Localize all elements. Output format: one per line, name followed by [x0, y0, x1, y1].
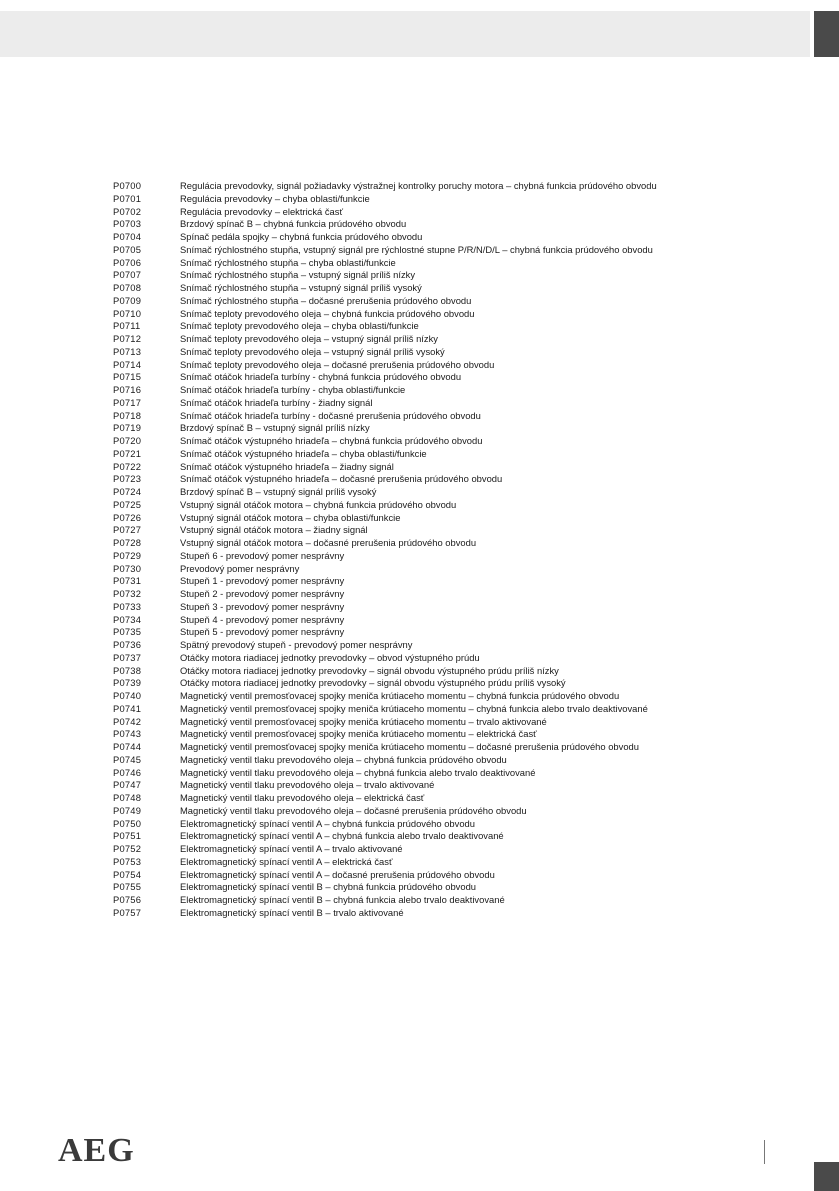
- error-code: P0725: [113, 498, 142, 510]
- error-code: P0720: [113, 435, 142, 446]
- error-code: P0749: [113, 804, 142, 816]
- error-code: P0741: [113, 702, 142, 714]
- error-code: P0734: [113, 613, 142, 625]
- error-description: Magnetický ventil premosťovacej spojky meniča krútiaceho momentu – trvalo aktivované: [180, 715, 547, 727]
- error-code: P0702: [113, 205, 142, 217]
- error-code: P0747: [113, 779, 142, 791]
- error-description: Spínač pedála spojky – chybná funkcia prúdového obvodu: [180, 231, 423, 242]
- code-row: [113, 754, 833, 767]
- code-row: [113, 371, 833, 384]
- code-row: [113, 524, 833, 537]
- error-code: P0722: [113, 460, 142, 472]
- error-code: P0714: [113, 358, 142, 370]
- error-description: Snímač otáčok výstupného hriadeľa – chyba oblasti/funkcie: [180, 447, 427, 459]
- code-row: [113, 359, 833, 372]
- error-description: Snímač rýchlostného stupňa – vstupný signál príliš vysoký: [180, 282, 422, 293]
- error-code: P0712: [113, 333, 142, 344]
- code-row: [113, 333, 833, 346]
- error-code: P0716: [113, 384, 142, 395]
- error-description: Magnetický ventil tlaku prevodového oleja – dočasné prerušenia prúdového obvodu: [180, 804, 527, 816]
- error-code: P0748: [113, 792, 142, 803]
- code-row: [113, 805, 833, 818]
- code-row: [113, 550, 833, 563]
- error-description: Elektromagnetický spínací ventil A – dočasné prerušenia prúdového obvodu: [180, 868, 495, 880]
- error-code: P0708: [113, 282, 142, 293]
- code-row: [113, 193, 833, 206]
- code-row: [113, 537, 833, 550]
- code-row: [113, 881, 833, 894]
- error-code: P0743: [113, 728, 142, 740]
- error-code: P0704: [113, 231, 142, 242]
- error-code: P0746: [113, 766, 142, 778]
- error-code: P0755: [113, 881, 142, 893]
- code-row: [113, 703, 833, 716]
- error-description: Snímač otáčok hriadeľa turbíny - chybná funkcia prúdového obvodu: [180, 371, 462, 383]
- error-description: Snímač otáčok hriadeľa turbíny - dočasné prerušenia prúdového obvodu: [180, 409, 481, 421]
- error-code: P0754: [113, 868, 142, 880]
- error-description: Snímač otáčok hriadeľa turbíny - žiadny signál: [180, 396, 373, 408]
- code-row: [113, 614, 833, 627]
- error-description: Stupeň 5 - prevodový pomer nesprávny: [180, 626, 345, 638]
- code-row: [113, 907, 833, 920]
- code-row: [113, 257, 833, 270]
- code-row: [113, 716, 833, 729]
- error-code: P0738: [113, 664, 142, 676]
- error-description: Magnetický ventil tlaku prevodového oleja – trvalo aktivované: [180, 779, 435, 791]
- error-description: Snímač teploty prevodového oleja – vstupný signál príliš nízky: [180, 333, 438, 344]
- error-description: Magnetický ventil premosťovacej spojky meniča krútiaceho momentu – chybná funkcia prúdového obvodu: [180, 690, 620, 701]
- error-code: P0707: [113, 269, 142, 281]
- code-row: [113, 269, 833, 282]
- code-row: [113, 767, 833, 780]
- code-row: [113, 473, 833, 486]
- code-row: [113, 435, 833, 448]
- error-description: Magnetický ventil tlaku prevodového oleja – chybná funkcia alebo trvalo deaktivované: [180, 766, 536, 778]
- error-code: P0723: [113, 473, 142, 485]
- error-code: P0739: [113, 677, 142, 689]
- code-row: [113, 206, 833, 219]
- error-code: P0733: [113, 600, 142, 612]
- error-code: P0717: [113, 396, 142, 408]
- error-description: Snímač otáčok výstupného hriadeľa – chybná funkcia prúdového obvodu: [180, 435, 483, 446]
- error-description: Snímač teploty prevodového oleja – dočasné prerušenia prúdového obvodu: [180, 358, 495, 370]
- error-description: Regulácia prevodovky – elektrická časť: [180, 205, 343, 217]
- error-code: P0709: [113, 294, 142, 306]
- error-code: P0719: [113, 422, 142, 434]
- error-description: Elektromagnetický spínací ventil A – trvalo aktivované: [180, 843, 403, 854]
- error-description: Otáčky motora riadiacej jednotky prevodovky – signál obvodu výstupného prúdu príliš nízky: [180, 664, 559, 676]
- error-description: Stupeň 3 - prevodový pomer nesprávny: [180, 600, 345, 612]
- code-row: [113, 588, 833, 601]
- error-description: Elektromagnetický spínací ventil B – trvalo aktivované: [180, 906, 404, 918]
- aeg-logo: AEG: [58, 1132, 135, 1169]
- error-code: P0701: [113, 192, 142, 204]
- error-code: P0713: [113, 345, 142, 357]
- error-code: P0736: [113, 639, 142, 650]
- code-row: [113, 601, 833, 614]
- error-description: Stupeň 1 - prevodový pomer nesprávny: [180, 575, 345, 587]
- error-description: Elektromagnetický spínací ventil A – chybná funkcia prúdového obvodu: [180, 817, 475, 829]
- error-code: P0753: [113, 855, 142, 867]
- error-description: Magnetický ventil tlaku prevodového oleja – chybná funkcia prúdového obvodu: [180, 753, 507, 765]
- error-description: Snímač otáčok výstupného hriadeľa – dočasné prerušenia prúdového obvodu: [180, 473, 503, 485]
- error-code: P0742: [113, 715, 142, 727]
- error-description: Magnetický ventil tlaku prevodového oleja – elektrická časť: [180, 792, 425, 803]
- code-row: [113, 320, 833, 333]
- error-code: P0752: [113, 843, 142, 854]
- error-code: P0757: [113, 906, 142, 918]
- error-description: Snímač rýchlostného stupňa – dočasné prerušenia prúdového obvodu: [180, 294, 472, 306]
- code-row: [113, 422, 833, 435]
- error-code: P0740: [113, 690, 142, 701]
- error-description: Magnetický ventil premosťovacej spojky meniča krútiaceho momentu – dočasné prerušenia prúdového obvodu: [180, 741, 639, 752]
- error-description: Spätný prevodový stupeň - prevodový pomer nesprávny: [180, 639, 413, 650]
- error-description: Vstupný signál otáčok motora – chybná funkcia prúdového obvodu: [180, 498, 457, 510]
- error-code: P0715: [113, 371, 142, 383]
- code-row: [113, 461, 833, 474]
- code-row: [113, 677, 833, 690]
- error-code: P0730: [113, 562, 142, 574]
- code-row: [113, 779, 833, 792]
- code-row: [113, 448, 833, 461]
- error-description: Magnetický ventil premosťovacej spojky meniča krútiaceho momentu – elektrická časť: [180, 728, 537, 740]
- error-code-list: [113, 180, 833, 920]
- code-row: [113, 728, 833, 741]
- code-row: [113, 563, 833, 576]
- error-description: Elektromagnetický spínací ventil A – elektrická časť: [180, 855, 393, 867]
- code-row: [113, 231, 833, 244]
- error-code: P0728: [113, 537, 142, 548]
- error-description: Stupeň 6 - prevodový pomer nesprávny: [180, 549, 345, 561]
- error-description: Prevodový pomer nesprávny: [180, 562, 300, 574]
- error-code: P0724: [113, 486, 142, 497]
- code-row: [113, 690, 833, 703]
- code-row: [113, 512, 833, 525]
- corner-tab-bottom: [814, 1162, 839, 1191]
- error-description: Vstupný signál otáčok motora – žiadny signál: [180, 524, 368, 536]
- code-row: [113, 295, 833, 308]
- error-description: Otáčky motora riadiacej jednotky prevodovky – signál obvodu výstupného prúdu príliš vysoký: [180, 677, 566, 689]
- code-row: [113, 894, 833, 907]
- code-row: [113, 856, 833, 869]
- page-number-divider: [764, 1140, 765, 1164]
- error-code: P0705: [113, 243, 142, 255]
- error-code: P0727: [113, 524, 142, 536]
- error-code: P0750: [113, 817, 142, 829]
- error-code: P0732: [113, 588, 142, 599]
- error-description: Elektromagnetický spínací ventil B – chybná funkcia prúdového obvodu: [180, 881, 477, 893]
- error-description: Regulácia prevodovky – chyba oblasti/funkcie: [180, 192, 370, 204]
- code-row: [113, 244, 833, 257]
- corner-tab-top: [814, 11, 839, 57]
- error-code: P0731: [113, 575, 142, 587]
- code-row: [113, 665, 833, 678]
- code-row: [113, 308, 833, 321]
- error-code: P0711: [113, 320, 141, 332]
- error-description: Snímač rýchlostného stupňa – chyba oblasti/funkcie: [180, 256, 396, 268]
- error-code: P0703: [113, 218, 142, 230]
- error-code: P0744: [113, 741, 142, 752]
- error-code: P0745: [113, 753, 142, 765]
- code-row: [113, 639, 833, 652]
- error-description: Elektromagnetický spínací ventil B – chybná funkcia alebo trvalo deaktivované: [180, 894, 505, 905]
- error-description: Regulácia prevodovky, signál požiadavky výstražnej kontrolky poruchy motora – chybná funkcia prúdového obvodu: [180, 180, 657, 191]
- code-row: [113, 792, 833, 805]
- error-description: Vstupný signál otáčok motora – dočasné prerušenia prúdového obvodu: [180, 537, 477, 548]
- code-row: [113, 843, 833, 856]
- error-code: P0751: [113, 830, 142, 842]
- error-description: Elektromagnetický spínací ventil A – chybná funkcia alebo trvalo deaktivované: [180, 830, 504, 842]
- error-code: P0706: [113, 256, 142, 268]
- error-code: P0756: [113, 894, 142, 905]
- error-code: P0726: [113, 511, 142, 523]
- error-description: Brzdový spínač B – vstupný signál príliš vysoký: [180, 486, 377, 497]
- code-row: [113, 830, 833, 843]
- error-description: Magnetický ventil premosťovacej spojky meniča krútiaceho momentu – chybná funkcia alebo trvalo deaktivované: [180, 702, 648, 714]
- error-description: Snímač otáčok výstupného hriadeľa – žiadny signál: [180, 460, 394, 472]
- error-description: Brzdový spínač B – vstupný signál príliš nízky: [180, 422, 370, 434]
- code-row: [113, 410, 833, 423]
- code-row: [113, 741, 833, 754]
- error-description: Brzdový spínač B – chybná funkcia prúdového obvodu: [180, 218, 407, 230]
- code-row: [113, 346, 833, 359]
- code-row: [113, 180, 833, 193]
- error-code: P0721: [113, 447, 142, 459]
- error-code: P0729: [113, 549, 142, 561]
- error-description: Snímač otáčok hriadeľa turbíny - chyba oblasti/funkcie: [180, 384, 406, 395]
- error-code: P0700: [113, 180, 142, 191]
- header-band: [0, 11, 810, 57]
- error-description: Vstupný signál otáčok motora – chyba oblasti/funkcie: [180, 511, 401, 523]
- error-description: Stupeň 4 - prevodový pomer nesprávny: [180, 613, 345, 625]
- error-code: P0737: [113, 651, 142, 663]
- error-description: Snímač teploty prevodového oleja – vstupný signál príliš vysoký: [180, 345, 445, 357]
- error-description: Otáčky motora riadiacej jednotky prevodovky – obvod výstupného prúdu: [180, 651, 480, 663]
- code-row: [113, 282, 833, 295]
- error-code: P0718: [113, 409, 142, 421]
- error-code: P0710: [113, 307, 142, 319]
- code-row: [113, 626, 833, 639]
- code-row: [113, 499, 833, 512]
- code-row: [113, 384, 833, 397]
- error-description: Snímač rýchlostného stupňa, vstupný signál pre rýchlostné stupne P/R/N/D/L – chybná funkcia prúdového obvodu: [180, 243, 653, 255]
- code-row: [113, 218, 833, 231]
- code-row: [113, 486, 833, 499]
- error-description: Stupeň 2 - prevodový pomer nesprávny: [180, 588, 345, 599]
- code-row: [113, 869, 833, 882]
- error-description: Snímač teploty prevodového oleja – chybná funkcia prúdového obvodu: [180, 307, 475, 319]
- code-row: [113, 397, 833, 410]
- code-row: [113, 652, 833, 665]
- code-row: [113, 575, 833, 588]
- code-row: [113, 818, 833, 831]
- error-code: P0735: [113, 626, 142, 638]
- error-description: Snímač rýchlostného stupňa – vstupný signál príliš nízky: [180, 269, 416, 281]
- error-description: Snímač teploty prevodového oleja – chyba oblasti/funkcie: [180, 320, 419, 332]
